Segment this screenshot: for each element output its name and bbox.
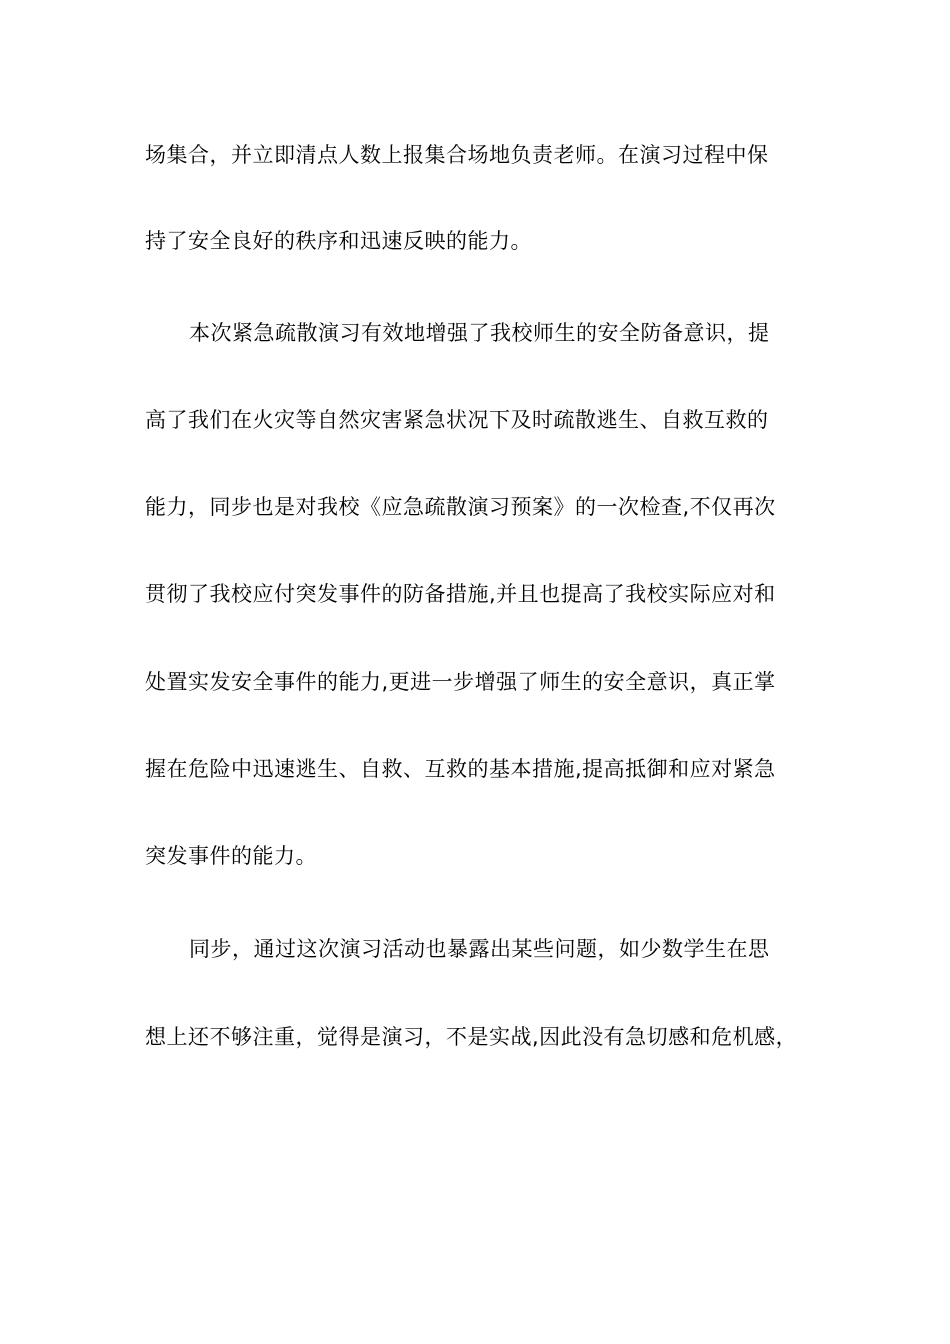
text-line-2: 持了安全良好的秩序和迅速反映的能力。: [145, 229, 532, 253]
paragraph-3-line-1: 同步，通过这次演习活动也暴露出某些问题，如少数学生在思: [189, 937, 770, 961]
text-line-6: 贯彻了我校应付突发事件的防备措施,并且也提高了我校实际应对和: [145, 582, 776, 606]
text-line-5: 能力，同步也是对我校《应急疏散演习预案》的一次检查,不仅再次: [145, 495, 776, 519]
text-line-8: 握在危险中迅速逃生、自救、互救的基本措施,提高抵御和应对紧急: [145, 757, 776, 781]
text-line-1: 场集合，并立即清点人数上报集合场地负责老师。在演习过程中保: [145, 143, 769, 167]
paragraph-2-line-1: 本次紧急疏散演习有效地增强了我校师生的安全防备意识，提: [189, 321, 770, 345]
text-line-4: 高了我们在火灾等自然灾害紧急状况下及时疏散逃生、自救互救的: [145, 408, 769, 432]
text-line-9: 突发事件的能力。: [145, 844, 317, 868]
text-line-11: 想上还不够注重，觉得是演习，不是实战,因此没有急切感和危机感，: [145, 1025, 798, 1049]
text-line-7: 处置实发安全事件的能力,更进一步增强了师生的安全意识，真正掌: [145, 670, 776, 694]
